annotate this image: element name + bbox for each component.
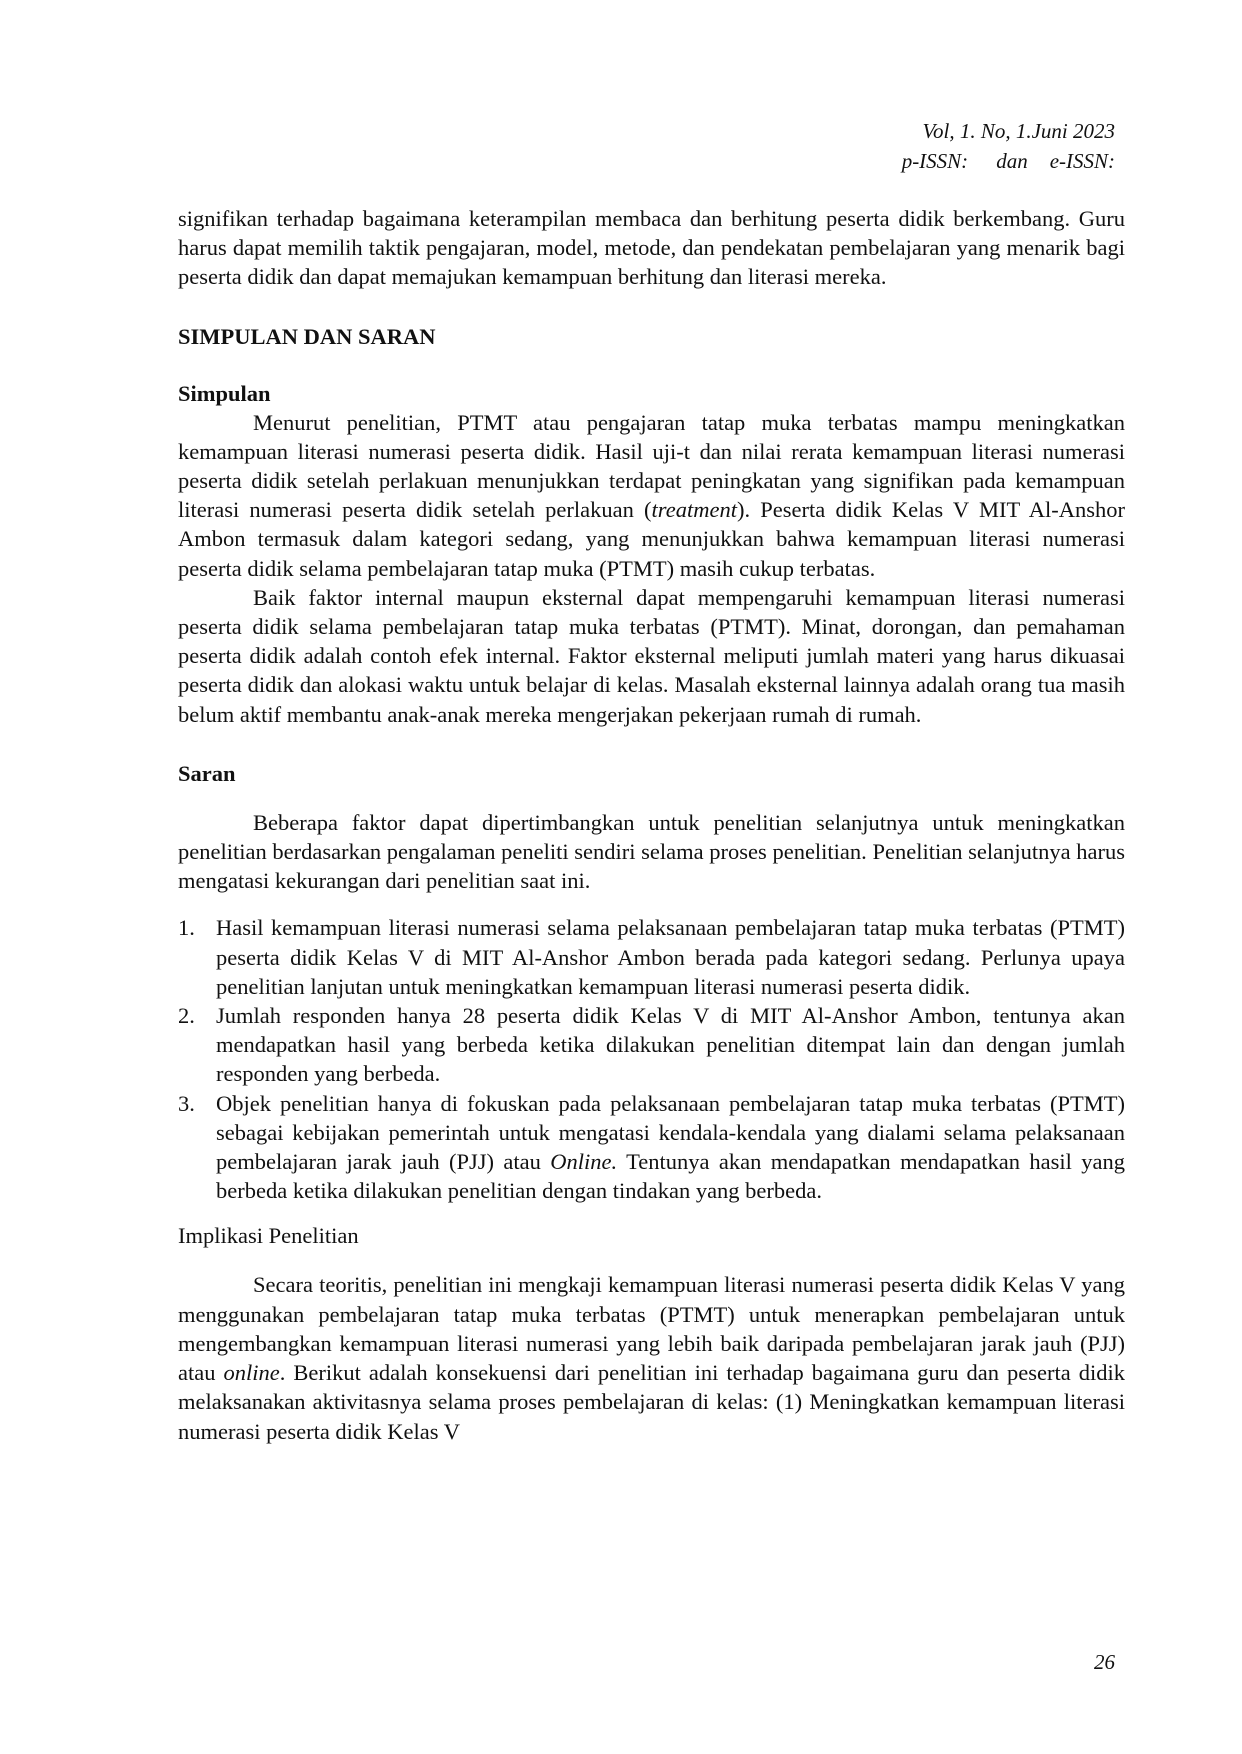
list-text-italic: Online. [550,1149,618,1175]
list-item [178,1089,1125,1206]
page-number: 26 [1094,1650,1115,1674]
simpulan-p1-text: Menurut penelitian, PTMT atau pengajaran tatap muka terbatas mampu meningkatkan kemampuan literasi numerasi peserta didik. Hasil uji-t dan nilai rerata kemampuan literasi numerasi peserta didik setelah perlakuan menunjukkan terdapat peningkatan yang signifikan pada kemampuan literasi numerasi peserta didik setelah perlakuan ( [178,409,1125,523]
simpulan-p1-italic: treatment [651,497,737,523]
list-number: 3. [178,1090,195,1116]
issn-line [902,146,1115,176]
e-issn-label: e-ISSN: [1049,149,1115,173]
saran-list [178,913,1125,1205]
implikasi-text: Secara teoritis, penelitian ini mengkaji kemampuan literasi numerasi peserta didik Kelas V yang menggunakan pembelajaran tatap muka terbatas (PTMT) untuk menerapkan pembelajaran untuk mengembangkan kemampuan literasi numerasi yang lebih baik daripada pembelajaran jarak jauh (PJJ) atau [178,1272,1125,1386]
list-number: 2. [178,1003,195,1029]
saran-paragraph-1: Beberapa faktor dapat dipertimbangkan untuk penelitian selanjutnya untuk meningkatkan penelitian berdasarkan pengalaman peneliti sendiri selama proses penelitian. Penelitian selanjutnya harus mengatasi kekurangan dari penelitian saat ini. [178,809,1125,894]
issn-and: dan [996,149,1028,173]
implikasi-heading: Implikasi Penelitian [178,1223,359,1249]
list-number: 1. [178,915,195,941]
running-header [902,116,1115,176]
volume-line: Vol, 1. No, 1.Juni 2023 [922,119,1115,143]
intro-paragraph: signifikan terhadap bagaimana keterampilan membaca dan berhitung peserta didik berkembang. Guru harus dapat memilih taktik pengajaran, model, metode, dan pendekatan pembelajaran yang menarik bagi peserta didik dan dapat memajukan kemampuan berhitung dan literasi mereka. [178,206,1125,290]
implikasi-paragraph [178,1270,1125,1445]
list-item [178,1001,1125,1089]
list-text-end: Tentunya akan mendapatkan mendapatkan hasil yang berbeda ketika dilakukan penelitian dengan tindakan yang berbeda. [216,1149,1126,1204]
implikasi-italic: online [223,1360,280,1386]
simpulan-heading: Simpulan [178,380,271,406]
list-text: Objek penelitian hanya di fokuskan pada pelaksanaan pembelajaran tatap muka terbatas (PTMT) sebagai kebijakan pemerintah untuk mengatasi kendala-kendala yang dialami selama pelaksanaan pembelajaran jarak jauh (PJJ) atau [216,1090,1125,1175]
implikasi-text-end: . Berikut adalah konsekuensi dari penelitian ini terhadap bagaimana guru dan peserta didik melaksanakan aktivitasnya selama proses pembelajaran di kelas: (1) Meningkatkan kemampuan literasi numerasi peserta didik Kelas V [178,1360,1125,1444]
list-text: Hasil kemampuan literasi numerasi selama pelaksanaan pembelajaran tatap muka terbatas (PTMT) peserta didik Kelas V di MIT Al-Anshor Ambon berada pada kategori sedang. Perlunya upaya penelitian lanjutan untuk meningkatkan kemampuan literasi numerasi peserta didik. [216,915,1125,999]
p-issn-label: p-ISSN: [901,149,969,173]
simpulan-paragraph-1 [178,408,1125,583]
simpulan-paragraph-2: Baik faktor internal maupun eksternal dapat mempengaruhi kemampuan literasi numerasi peserta didik selama pembelajaran tatap muka terbatas (PTMT). Minat, dorongan, dan pemahaman peserta didik adalah contoh efek internal. Faktor eksternal meliputi jumlah materi yang harus dikuasai peserta didik dan alokasi waktu untuk belajar di kelas. Masalah eksternal lainnya adalah orang tua masih belum aktif membantu anak-anak mereka mengerjakan pekerjaan rumah di rumah. [178,584,1125,727]
list-item [178,913,1125,1001]
list-text: Jumlah responden hanya 28 peserta didik Kelas V di MIT Al-Anshor Ambon, tentunya akan mendapatkan hasil yang berbeda ketika dilakukan penelitian ditempat lain dan dengan jumlah responden yang berbeda. [216,1003,1125,1087]
article-body [178,204,1125,1446]
saran-heading: Saran [178,760,236,786]
section-title: SIMPULAN DAN SARAN [178,323,436,349]
simpulan-p1-text-end: ). Peserta didik Kelas V MIT Al-Anshor Ambon termasuk dalam kategori sedang, yang menunjukkan bahwa kemampuan literasi numerasi peserta didik selama pembelajaran tatap muka (PTMT) masih cukup terbatas. [178,497,1126,581]
